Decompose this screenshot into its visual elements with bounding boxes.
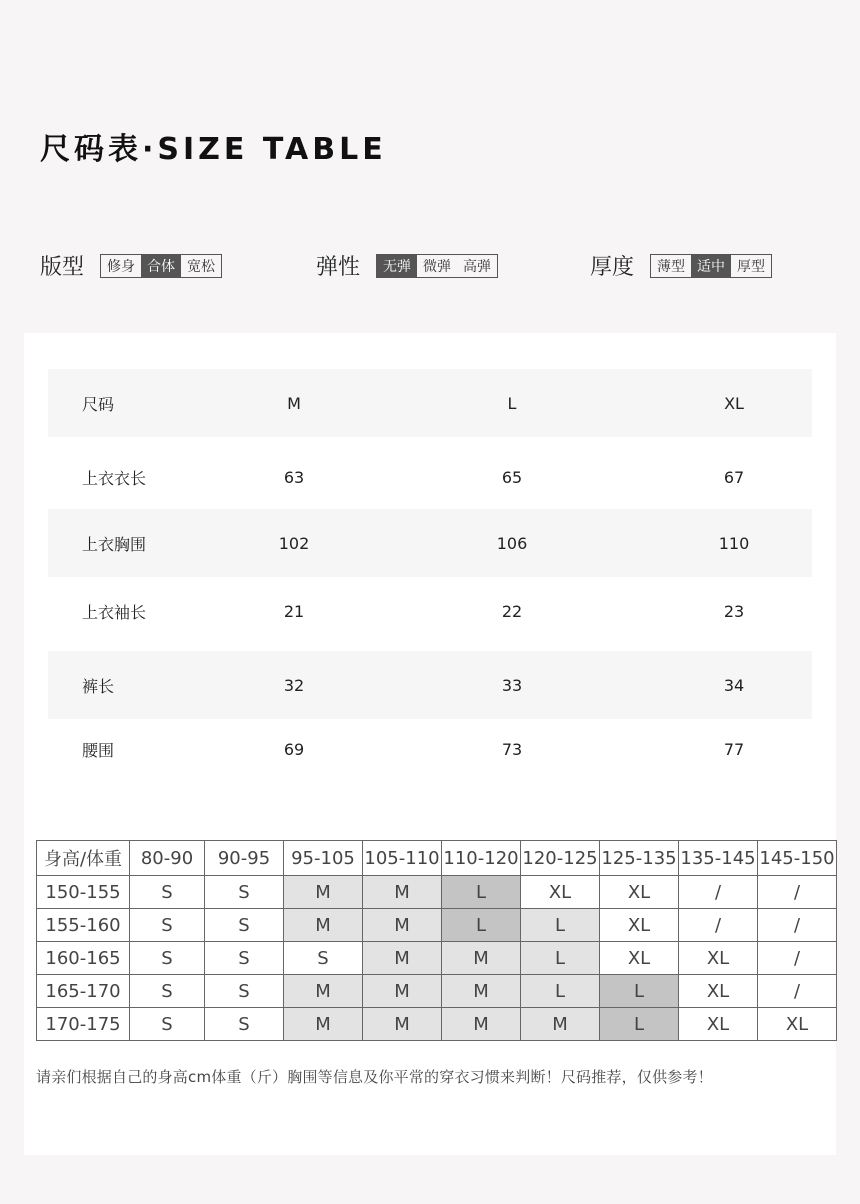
rec-size-cell: / xyxy=(758,942,837,975)
size-table-row: 裤长 32 33 34 xyxy=(48,651,812,719)
rec-row xyxy=(37,876,837,909)
rec-size-cell: M xyxy=(521,1008,600,1041)
rec-size-cell: M xyxy=(363,909,442,942)
rec-size-cell: XL xyxy=(600,876,679,909)
rec-header-weight: 110-120 xyxy=(442,841,521,876)
rec-size-cell: L xyxy=(521,942,600,975)
rec-size-cell: M xyxy=(363,1008,442,1041)
attr-fit-option: 合体 xyxy=(141,255,181,277)
rec-height-cell: 160-165 xyxy=(37,942,130,975)
rec-header-corner: 身高/体重 xyxy=(37,841,130,876)
attr-elasticity-option: 高弹 xyxy=(463,258,492,275)
size-header-cell: 尺码 xyxy=(82,394,115,414)
rec-height-cell: 170-175 xyxy=(37,1008,130,1041)
rec-size-cell: S xyxy=(130,942,205,975)
rec-header-weight: 120-125 xyxy=(521,841,600,876)
rec-size-cell: XL xyxy=(679,942,758,975)
rec-size-cell: XL xyxy=(600,942,679,975)
attr-thickness-label: 厚度 xyxy=(590,255,635,280)
rec-size-cell: L xyxy=(600,1008,679,1041)
rec-size-cell: XL xyxy=(521,876,600,909)
rec-header-weight: 80-90 xyxy=(130,841,205,876)
rec-size-cell: L xyxy=(442,909,521,942)
rec-size-cell: M xyxy=(284,909,363,942)
rec-size-cell: S xyxy=(205,942,284,975)
rec-size-cell: S xyxy=(130,1008,205,1041)
rec-size-cell: M xyxy=(442,1008,521,1041)
rec-header-weight: 135-145 xyxy=(679,841,758,876)
rec-row xyxy=(37,975,837,1008)
size-table-row: 上衣胸围 102 106 110 xyxy=(48,509,812,577)
attr-thickness-option: 厚型 xyxy=(737,258,766,275)
size-cell: 上衣胸围 xyxy=(82,534,147,554)
rec-header-weight: 145-150 xyxy=(758,841,837,876)
rec-size-cell: M xyxy=(363,975,442,1008)
rec-row xyxy=(37,1008,837,1041)
rec-size-cell: / xyxy=(679,876,758,909)
size-cell: 上衣衣长 xyxy=(82,468,147,488)
rec-size-cell: S xyxy=(130,975,205,1008)
rec-header-row xyxy=(37,841,837,876)
rec-size-cell: / xyxy=(758,909,837,942)
rec-size-cell: XL xyxy=(600,909,679,942)
rec-size-cell: S xyxy=(130,909,205,942)
size-note: 请亲们根据自己的身高cm体重（斤）胸围等信息及你平常的穿衣习惯来判断！尺码推荐，仅供参考！ xyxy=(36,1068,713,1086)
rec-size-cell: M xyxy=(363,942,442,975)
rec-size-cell: L xyxy=(600,975,679,1008)
rec-size-cell: M xyxy=(284,1008,363,1041)
rec-height-cell: 150-155 xyxy=(37,876,130,909)
size-recommendation-table xyxy=(36,840,837,1041)
rec-size-cell: XL xyxy=(758,1008,837,1041)
rec-size-cell: S xyxy=(284,942,363,975)
attr-fit-label: 版型 xyxy=(40,255,85,280)
size-table-row: 上衣袖长 21 22 23 xyxy=(82,601,745,622)
attr-thickness xyxy=(590,250,772,281)
rec-header-weight: 105-110 xyxy=(363,841,442,876)
rec-size-cell: L xyxy=(521,909,600,942)
rec-size-cell: / xyxy=(679,909,758,942)
rec-size-cell: M xyxy=(363,876,442,909)
rec-row xyxy=(37,942,837,975)
attr-elasticity-label: 弹性 xyxy=(316,255,361,280)
attr-thickness-option: 适中 xyxy=(691,255,731,277)
size-cell: 上衣袖长 xyxy=(82,602,147,622)
rec-size-cell: M xyxy=(284,876,363,909)
attr-fit xyxy=(40,250,222,281)
size-cell: 腰围 xyxy=(82,740,115,760)
attr-elasticity-options xyxy=(376,254,498,278)
rec-header-weight: 90-95 xyxy=(205,841,284,876)
rec-height-cell: 155-160 xyxy=(37,909,130,942)
attr-elasticity-option: 微弹 xyxy=(423,258,452,275)
attr-fit-option: 修身 xyxy=(107,258,136,275)
attr-thickness-option: 薄型 xyxy=(657,258,686,275)
rec-size-cell: S xyxy=(205,909,284,942)
rec-size-cell: S xyxy=(130,876,205,909)
rec-size-cell: S xyxy=(205,975,284,1008)
rec-header-weight: 125-135 xyxy=(600,841,679,876)
rec-header-weight: 95-105 xyxy=(284,841,363,876)
rec-row xyxy=(37,909,837,942)
rec-size-cell: S xyxy=(205,1008,284,1041)
attr-elasticity-option: 无弹 xyxy=(377,255,417,277)
size-table-row: 腰围 69 73 77 xyxy=(82,739,745,760)
rec-size-cell: L xyxy=(521,975,600,1008)
rec-size-cell: M xyxy=(442,975,521,1008)
attr-fit-option: 宽松 xyxy=(187,258,216,275)
rec-size-cell: XL xyxy=(679,975,758,1008)
rec-size-cell: S xyxy=(205,876,284,909)
rec-height-cell: 165-170 xyxy=(37,975,130,1008)
attr-thickness-options xyxy=(650,254,772,278)
page-title: 尺码表·SIZE TABLE xyxy=(40,132,387,167)
rec-size-cell: M xyxy=(442,942,521,975)
rec-size-cell: M xyxy=(284,975,363,1008)
size-table-row: 上衣衣长 63 65 67 xyxy=(82,467,745,488)
attr-elasticity xyxy=(316,250,498,281)
rec-size-cell: / xyxy=(758,876,837,909)
size-table-header: 尺码 M L XL xyxy=(48,369,812,437)
attr-fit-options xyxy=(100,254,222,278)
rec-size-cell: L xyxy=(442,876,521,909)
size-cell: 裤长 xyxy=(82,676,115,696)
rec-size-cell: XL xyxy=(679,1008,758,1041)
rec-size-cell: / xyxy=(758,975,837,1008)
